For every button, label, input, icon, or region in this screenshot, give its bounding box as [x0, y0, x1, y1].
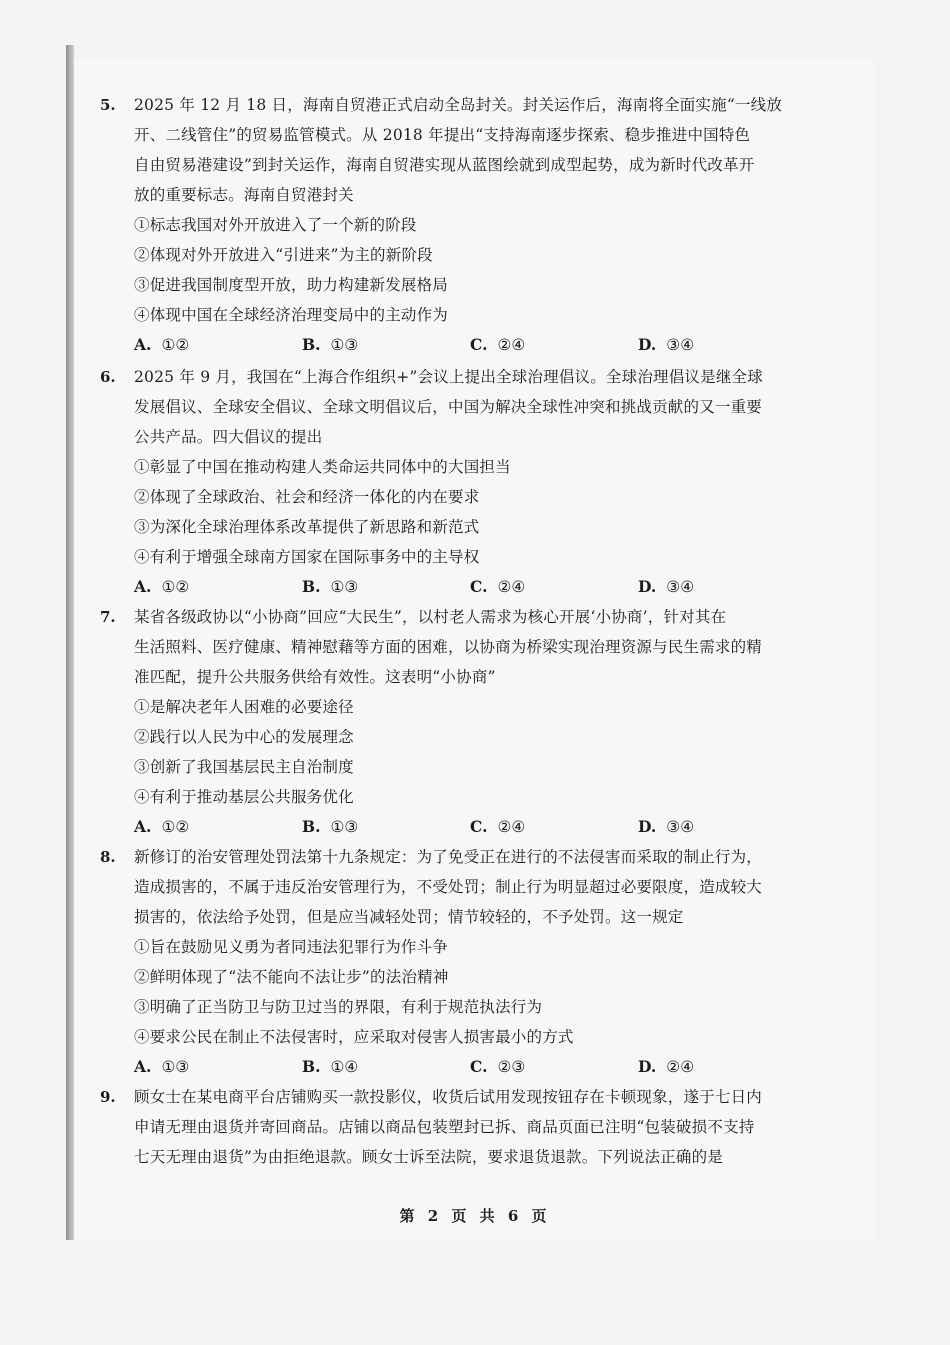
question-number: 5.: [100, 96, 116, 114]
statement: ④有利于推动基层公共服务优化: [134, 788, 354, 806]
question-stem-line: 造成损害的，不属于违反治安管理行为，不受处罚；制止行为明显超过必要限度，造成较大: [134, 878, 763, 896]
scan-edge-shadow: [66, 45, 74, 1240]
statement: ①旨在鼓励见义勇为者同违法犯罪行为作斗争: [134, 938, 449, 956]
statement: ④有利于增强全球南方国家在国际事务中的主导权: [134, 548, 480, 566]
option-d[interactable]: D. ③④: [638, 577, 695, 596]
option-d[interactable]: D. ③④: [638, 817, 695, 836]
option-b[interactable]: B. ①④: [302, 1057, 359, 1076]
option-a[interactable]: A. ①②: [134, 335, 190, 354]
statement: ②践行以人民为中心的发展理念: [134, 728, 354, 746]
statement: ④要求公民在制止不法侵害时，应采取对侵害人损害最小的方式: [134, 1028, 574, 1046]
question-stem-line: 发展倡议、全球安全倡议、全球文明倡议后，中国为解决全球性冲突和挑战贡献的又一重要: [134, 398, 763, 416]
statement: ③促进我国制度型开放，助力构建新发展格局: [134, 276, 449, 294]
question-stem-line: 七天无理由退货”为由拒绝退款。顾女士诉至法院，要求退货退款。下列说法正确的是: [134, 1148, 724, 1166]
option-b[interactable]: B. ①③: [302, 577, 359, 596]
question-stem-line: 损害的，依法给予处罚，但是应当减轻处罚；情节较轻的，不予处罚。这一规定: [134, 908, 684, 926]
question-stem-line: 2025 年 9 月，我国在“上海合作组织+”会议上提出全球治理倡议。全球治理倡议是继全球: [134, 368, 763, 386]
option-c[interactable]: C. ②④: [470, 335, 526, 354]
statement: ③为深化全球治理体系改革提供了新思路和新范式: [134, 518, 480, 536]
option-a[interactable]: A. ①②: [134, 817, 190, 836]
page-footer: 第 2 页 共 6 页: [399, 1207, 551, 1225]
question-stem-line: 顾女士在某电商平台店铺购买一款投影仪，收货后试用发现按钮存在卡顿现象，遂于七日内: [134, 1088, 763, 1106]
question-number: 7.: [100, 608, 116, 626]
option-c[interactable]: C. ②④: [470, 817, 526, 836]
statement: ④体现中国在全球经济治理变局中的主动作为: [134, 306, 449, 324]
question-stem-line: 新修订的治安管理处罚法第十九条规定：为了免受正在进行的不法侵害而采取的制止行为，: [134, 848, 763, 866]
option-a[interactable]: A. ①③: [134, 1057, 190, 1076]
option-b[interactable]: B. ①③: [302, 335, 359, 354]
statement: ③创新了我国基层民主自治制度: [134, 758, 354, 776]
option-c[interactable]: C. ②③: [470, 1057, 526, 1076]
question-stem-line: 生活照料、医疗健康、精神慰藉等方面的困难，以协商为桥梁实现治理资源与民生需求的精: [134, 638, 763, 656]
question-stem-line: 2025 年 12 月 18 日，海南自贸港正式启动全岛封关。封关运作后，海南将全面实施“一线放: [134, 96, 783, 114]
option-b[interactable]: B. ①③: [302, 817, 359, 836]
question-stem-line: 自由贸易港建设”到封关运作，海南自贸港实现从蓝图绘就到成型起势，成为新时代改革开: [134, 156, 755, 174]
question-stem-line: 准匹配，提升公共服务供给有效性。这表明“小协商”: [134, 668, 496, 686]
option-d[interactable]: D. ③④: [638, 335, 695, 354]
question-stem-line: 公共产品。四大倡议的提出: [134, 428, 323, 446]
question-stem-line: 某省各级政协以“小协商”回应“大民生”，以村老人需求为核心开展‘小协商’，针对其在: [134, 608, 727, 626]
option-c[interactable]: C. ②④: [470, 577, 526, 596]
option-d[interactable]: D. ②④: [638, 1057, 695, 1076]
option-a[interactable]: A. ①②: [134, 577, 190, 596]
statement: ③明确了正当防卫与防卫过当的界限，有利于规范执法行为: [134, 998, 543, 1016]
question-stem-line: 申请无理由退货并寄回商品。店铺以商品包装塑封已拆、商品页面已注明“包装破损不支持: [134, 1118, 755, 1136]
statement: ②体现对外开放进入“引进来”为主的新阶段: [134, 246, 433, 264]
statement: ①标志我国对外开放进入了一个新的阶段: [134, 216, 417, 234]
statement: ①是解决老年人困难的必要途径: [134, 698, 354, 716]
statement: ②体现了全球政治、社会和经济一体化的内在要求: [134, 488, 480, 506]
question-stem-line: 放的重要标志。海南自贸港封关: [134, 186, 354, 204]
statement: ①彰显了中国在推动构建人类命运共同体中的大国担当: [134, 458, 511, 476]
statement: ②鲜明体现了“法不能向不法让步”的法治精神: [134, 968, 449, 986]
question-number: 9.: [100, 1088, 116, 1106]
question-stem-line: 开、二线管住”的贸易监管模式。从 2018 年提出“支持海南逐步探索、稳步推进中国特色: [134, 126, 751, 144]
question-number: 8.: [100, 848, 116, 866]
question-number: 6.: [100, 368, 116, 386]
